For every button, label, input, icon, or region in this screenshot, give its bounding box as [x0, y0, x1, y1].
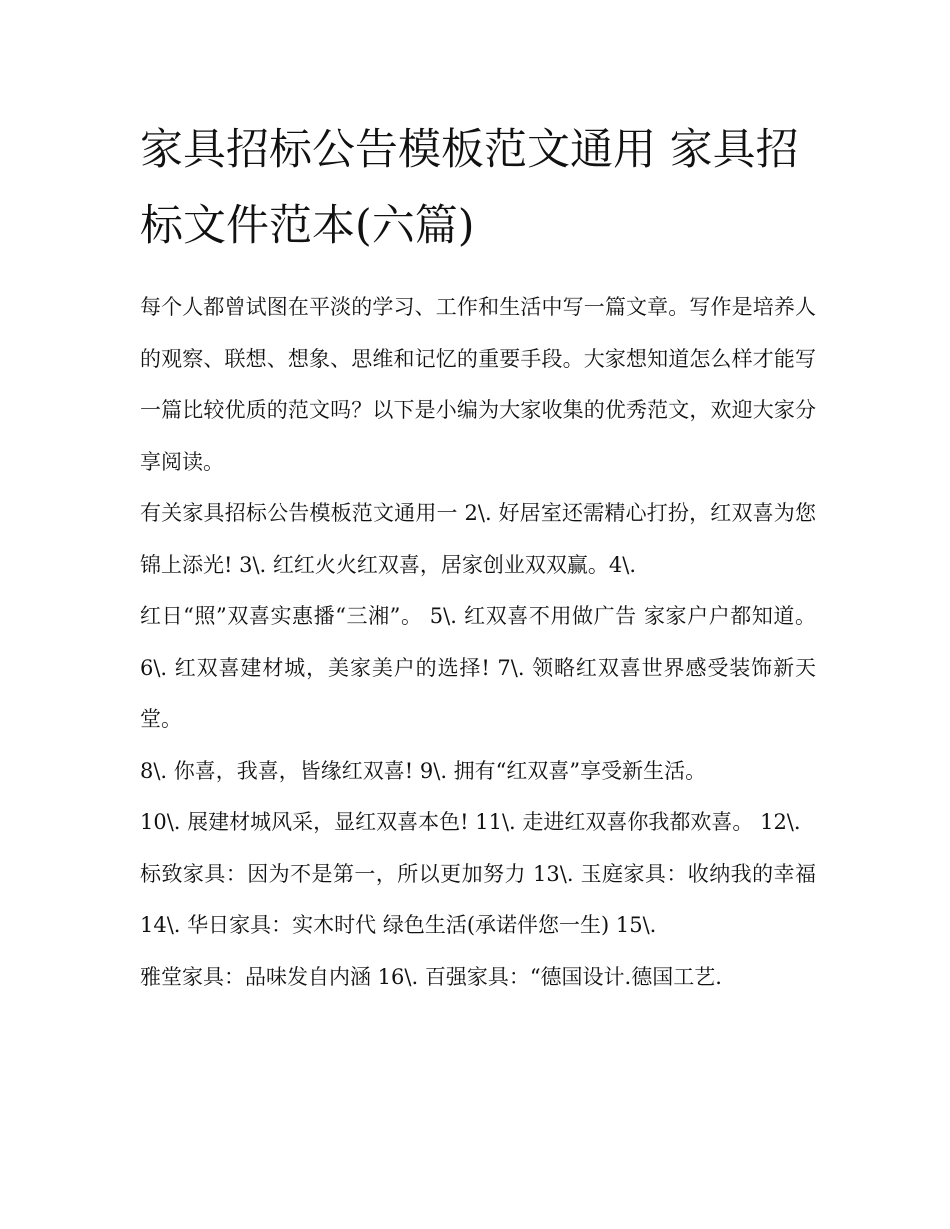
paragraph-intro: 每个人都曾试图在平淡的学习、工作和生活中写一篇文章。写作是培养人的观察、联想、想象、思维和记忆的重要手段。大家想知道怎么样才能写一篇比较优质的范文吗？以下是小编为大家收集的优秀范文，欢迎大家分享阅读。 [140, 295, 816, 474]
paragraph-slogans-1: 有关家具招标公告模板范文通用一 2\. 好居室还需精心打扮，红双喜为您锦上添光! 3\. 红红火火红双喜，居家创业双双赢。4\. [140, 501, 816, 577]
paragraph-slogans-2: 红日“照”双喜实惠播“三湘”。 5\. 红双喜不用做广告 家家户户都知道。 6\. 红双喜建材城，美家美户的选择! 7\. 领略红双喜世界感受装饰新天堂。 [140, 604, 816, 731]
document-title: 家具招标公告模板范文通用 家具招标文件范本(六篇) [140, 125, 799, 251]
paragraph-slogans-3: 8\. 你喜，我喜，皆缘红双喜! 9\. 拥有“红双喜”享受新生活。 [140, 758, 707, 783]
paragraph-slogans-5: 标致家具：因为不是第一，所以更加努力 13\. 玉庭家具：收纳我的幸福 14\. 华日家具：实木时代 绿色生活(承诺伴您一生) 15\. [140, 861, 816, 937]
paragraph-slogans-6: 雅堂家具：品味发自内涵 16\. 百强家具：“德国设计.德国工艺. [140, 964, 722, 989]
document-page [140, 112, 816, 1003]
paragraph-slogans-4: 10\. 展建材城风采，显红双喜本色! 11\. 走进红双喜你我都欢喜。 12\. [140, 810, 801, 834]
